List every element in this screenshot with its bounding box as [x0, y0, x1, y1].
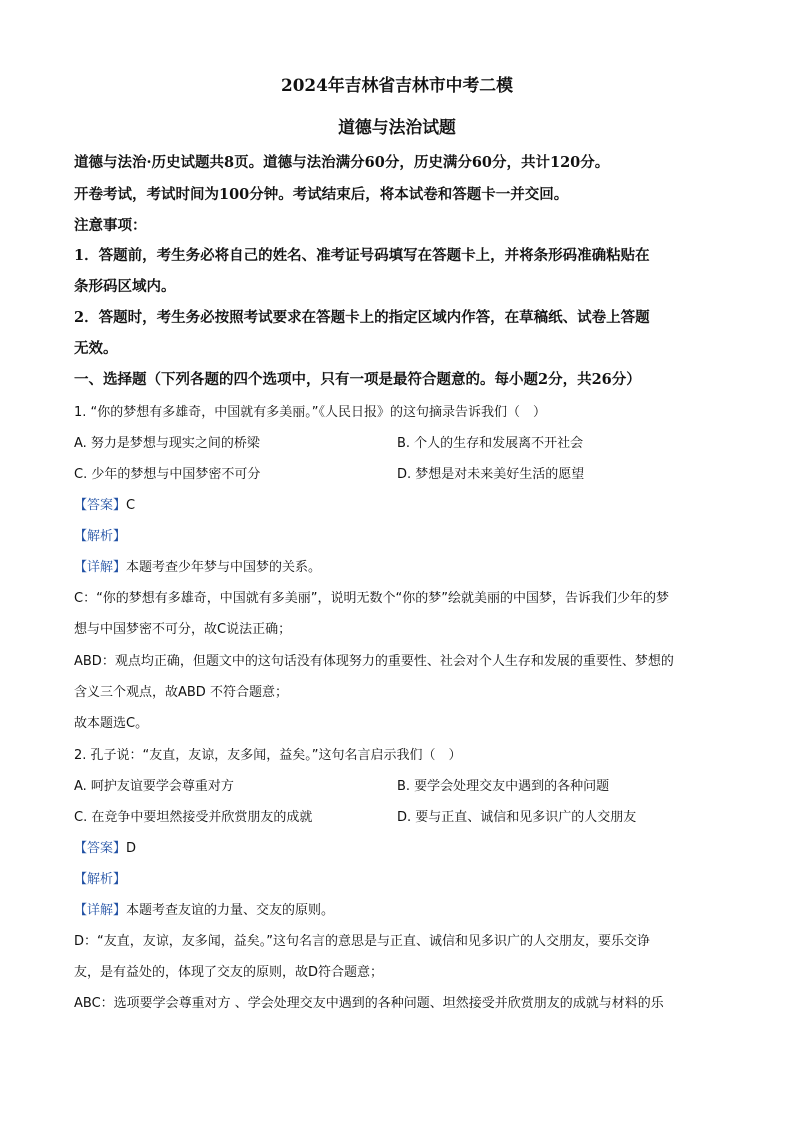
question-2-explanation-2a: ABC：选项要学会尊重对方 、学会处理交友中遇到的各种问题、坦然接受并欣赏朋友的成就与材料的乐 [74, 996, 664, 1011]
question-1-stem: 1. “你的梦想有多雄奇，中国就有多美丽。”《人民日报》的这句摘录告诉我们（ ） [74, 405, 547, 420]
answer-value: C [126, 498, 136, 513]
question-1-explanation-1b: 想与中国梦密不可分，故C说法正确； [74, 622, 292, 637]
section-heading: 一、选择题（下列各题的四个选项中，只有一项是最符合题意的。每小题2分，共26分） [74, 371, 641, 388]
question-2-detail [74, 899, 334, 918]
question-2-stem: 2. 孔子说：“友直，友谅，友多闻，益矣。”这句名言启示我们（ ） [74, 748, 462, 763]
answer-value: D [126, 841, 137, 856]
notice-1-line-1: 1．答题前，考生务必将自己的姓名、准考证号码填写在答题卡上，并将条形码准确粘贴在 [74, 247, 650, 264]
detail-text: 本题考查少年梦与中国梦的关系。 [126, 560, 322, 575]
question-1-option-b: B. 个人的生存和发展离不开社会 [397, 436, 584, 451]
detail-tag: 【详解】 [74, 903, 127, 918]
question-1-explanation-2a: ABD：观点均正确，但题文中的这句话没有体现努力的重要性、社会对个人生存和发展的重要性、梦想的 [74, 654, 674, 669]
question-1-option-c: C. 少年的梦想与中国梦密不可分 [74, 467, 261, 482]
question-1-answer [74, 494, 135, 513]
answer-tag: 【答案】 [74, 498, 127, 513]
intro-line-1: 道德与法治·历史试题共8页。道德与法治满分60分，历史满分60分，共计120分。 [74, 154, 610, 171]
notice-1-line-2: 条形码区域内。 [74, 278, 176, 295]
notice-2-line-1: 2．答题时，考生务必按照考试要求在答题卡上的指定区域内作答，在草稿纸、试卷上答题 [74, 309, 650, 326]
question-1-explanation-1a: C：“你的梦想有多雄奇，中国就有多美丽”，说明无数个“你的梦”绘就美丽的中国梦，告诉我们少年的梦 [74, 591, 670, 606]
question-1-explanation-2b: 含义三个观点，故ABD 不符合题意； [74, 685, 288, 700]
question-2-explanation-1b: 友，是有益处的，体现了交友的原则，故D符合题意； [74, 965, 384, 980]
detail-tag: 【详解】 [74, 560, 127, 575]
intro-line-2: 开卷考试，考试时间为100分钟。考试结束后，将本试卷和答题卡一并交回。 [74, 186, 569, 203]
question-1-detail [74, 556, 321, 575]
question-2-analysis-tag: 【解析】 [74, 872, 127, 887]
notice-heading: 注意事项： [74, 217, 147, 234]
question-1-analysis-tag: 【解析】 [74, 529, 127, 544]
exam-subtitle: 道德与法治试题 [338, 117, 456, 137]
question-2-explanation-1a: D：“友直，友谅，友多闻，益矣。”这句名言的意思是与正直、诚信和见多识广的人交朋友，要乐交诤 [74, 934, 650, 949]
notice-2-line-2: 无效。 [74, 340, 118, 357]
question-1-option-d: D. 梦想是对未来美好生活的愿望 [397, 467, 585, 482]
question-1-option-a: A. 努力是梦想与现实之间的桥梁 [74, 436, 260, 451]
question-2-option-a: A. 呵护友谊要学会尊重对方 [74, 779, 234, 794]
question-1-conclusion: 故本题选C。 [74, 716, 149, 731]
question-2-option-c: C. 在竞争中要坦然接受并欣赏朋友的成就 [74, 810, 313, 825]
detail-text: 本题考查友谊的力量、交友的原则。 [126, 903, 335, 918]
question-2-option-b: B. 要学会处理交友中遇到的各种问题 [397, 779, 610, 794]
question-2-answer [74, 837, 136, 856]
question-2-option-d: D. 要与正直、诚信和见多识广的人交朋友 [397, 810, 637, 825]
exam-title: 2024年吉林省吉林市中考二模 [281, 75, 513, 95]
answer-tag: 【答案】 [74, 841, 127, 856]
